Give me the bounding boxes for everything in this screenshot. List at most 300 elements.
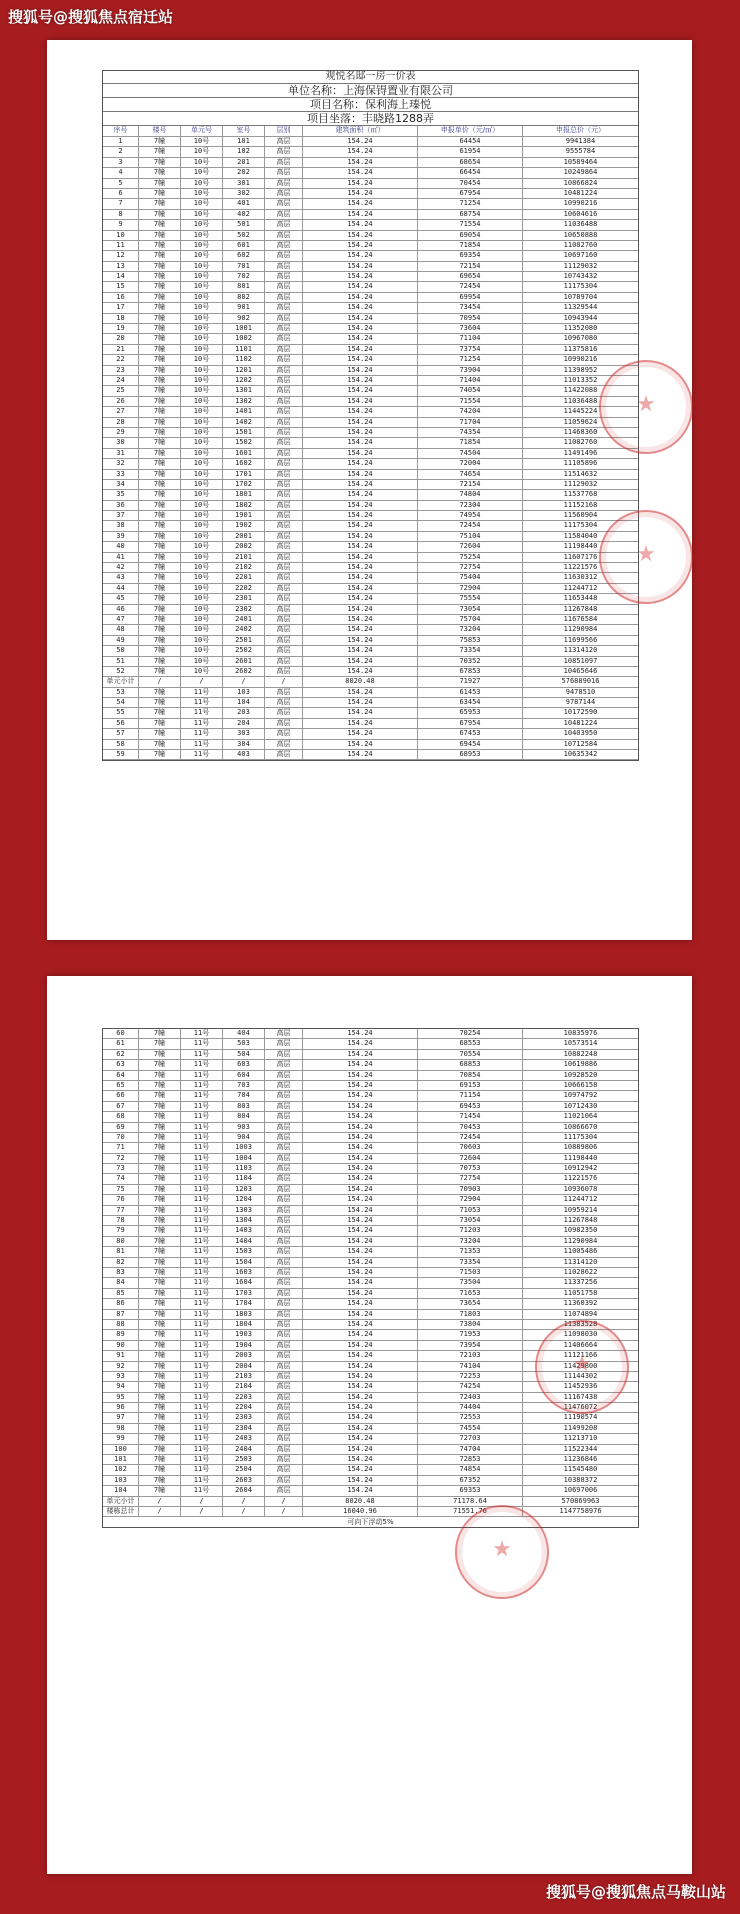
table-cell: 27 — [103, 407, 139, 416]
table-cell: 2102 — [223, 563, 265, 572]
table-cell: 高层 — [265, 1174, 303, 1183]
table-cell: 11244712 — [563, 583, 598, 592]
table-cell: 404 — [223, 1029, 265, 1038]
table-cell: 71953 — [418, 1330, 523, 1339]
table-row — [103, 189, 638, 199]
table-cell: 10号 — [181, 241, 223, 250]
table-cell: 高层 — [265, 1382, 303, 1391]
table-cell: 154.24 — [303, 220, 418, 229]
table-row — [103, 636, 638, 646]
table-cell: 603 — [223, 1060, 265, 1069]
table-row — [103, 501, 638, 511]
table-cell: 7幢 — [139, 625, 181, 634]
table-cell: 2002 — [223, 542, 265, 551]
table-cell: 11号 — [181, 1310, 223, 1319]
table-cell: 154.24 — [303, 1476, 418, 1485]
table-cell: 33 — [103, 470, 139, 479]
table-cell: 154.24 — [303, 594, 418, 603]
table-row — [103, 303, 638, 313]
table-cell: 10号 — [181, 386, 223, 395]
table-cell: 2502 — [223, 646, 265, 655]
table-cell: 75 — [103, 1185, 139, 1194]
table-cell: 2202 — [223, 584, 265, 593]
table-cell: 71053 — [418, 1206, 523, 1215]
table-cell: 154.24 — [303, 1154, 418, 1163]
table-cell: 10号 — [181, 376, 223, 385]
table-cell: 10号 — [181, 324, 223, 333]
table-cell: 52 — [103, 667, 139, 676]
table-cell: 11号 — [181, 1434, 223, 1443]
table-row — [103, 459, 638, 469]
table-cell: 10835976 — [563, 1029, 598, 1037]
table-row — [103, 1154, 638, 1164]
table-cell: 154.24 — [303, 636, 418, 645]
table-cell: 73454 — [418, 303, 523, 312]
table-cell: 65 — [103, 1081, 139, 1090]
table-row — [103, 1091, 638, 1101]
table-cell: 2001 — [223, 532, 265, 541]
table-row — [103, 1226, 638, 1236]
table-cell: 高层 — [265, 719, 303, 728]
table-cell: 11号 — [181, 1486, 223, 1495]
table-cell: 11198440 — [563, 542, 598, 551]
table-cell: 7幢 — [139, 1413, 181, 1422]
table-cell: 154.24 — [303, 438, 418, 447]
table-cell: 74504 — [418, 449, 523, 458]
table-cell: 高层 — [265, 667, 303, 676]
table-cell: 10号 — [181, 303, 223, 312]
table-cell: 72853 — [418, 1455, 523, 1464]
table-cell: 570869963 — [561, 1496, 600, 1505]
table-cell: 10号 — [181, 334, 223, 343]
table-cell: 94 — [103, 1382, 139, 1391]
table-cell: 74554 — [418, 1424, 523, 1433]
table-cell: 高层 — [265, 293, 303, 302]
table-cell: 高层 — [265, 303, 303, 312]
table-cell: 10388372 — [563, 1475, 598, 1484]
table-cell: / — [265, 1497, 303, 1506]
table-cell: 10936078 — [563, 1184, 598, 1193]
table-cell: 803 — [223, 1102, 265, 1111]
table-cell: 74254 — [418, 1382, 523, 1391]
table-cell: 11676584 — [563, 614, 598, 623]
table-cell: 6 — [103, 189, 139, 198]
table-cell: 7幢 — [139, 272, 181, 281]
table-cell: 10172590 — [563, 708, 598, 717]
table-cell: 71503 — [418, 1268, 523, 1277]
table-cell: 87 — [103, 1310, 139, 1319]
table-cell: 10号 — [181, 511, 223, 520]
table-cell: 1403 — [223, 1226, 265, 1235]
table-cell: 71203 — [418, 1226, 523, 1235]
table-cell: 73354 — [418, 646, 523, 655]
table-row — [103, 1465, 638, 1475]
table-cell: 72454 — [418, 521, 523, 530]
table-row — [103, 386, 638, 396]
table-cell: 7幢 — [139, 376, 181, 385]
table-cell: 7幢 — [139, 1424, 181, 1433]
table-cell: 11267848 — [563, 1216, 598, 1225]
table-cell: 96 — [103, 1403, 139, 1412]
table-cell: / — [139, 1507, 181, 1516]
table-cell: 154.24 — [303, 1382, 418, 1391]
table-cell: 73604 — [418, 324, 523, 333]
table-cell: 154.24 — [303, 605, 418, 614]
table-cell: 单元小计 — [103, 677, 139, 686]
table-cell: 154.24 — [303, 729, 418, 738]
table-cell: 2402 — [223, 625, 265, 634]
table-cell: 1303 — [223, 1206, 265, 1215]
table-row — [103, 1164, 638, 1174]
table-cell: 91 — [103, 1351, 139, 1360]
table-cell: 高层 — [265, 698, 303, 707]
table-cell: 154.24 — [303, 1486, 418, 1495]
table-cell: 88 — [103, 1320, 139, 1329]
table-cell: 154.24 — [303, 262, 418, 271]
table-cell: 10号 — [181, 470, 223, 479]
table-cell: 69453 — [418, 1102, 523, 1111]
table-cell: 高层 — [265, 1351, 303, 1360]
table-cell: 154.24 — [303, 1445, 418, 1454]
table-cell: 90 — [103, 1341, 139, 1350]
table-cell: 154.24 — [303, 428, 418, 437]
table-cell: 7幢 — [139, 1289, 181, 1298]
table-cell: 10号 — [181, 521, 223, 530]
table-cell: 7幢 — [139, 1465, 181, 1474]
table-cell: 70954 — [418, 314, 523, 323]
table-cell: 7幢 — [139, 1164, 181, 1173]
table-cell: 10967080 — [563, 334, 598, 343]
table-cell: 1701 — [223, 470, 265, 479]
table-cell: 7幢 — [139, 740, 181, 749]
table-cell: 24 — [103, 376, 139, 385]
table-cell: 10号 — [181, 366, 223, 375]
table-cell: 2604 — [223, 1486, 265, 1495]
table-cell: 7幢 — [139, 1310, 181, 1319]
table-row — [103, 1185, 638, 1195]
table-row — [103, 480, 638, 490]
table-cell: 154.24 — [303, 1112, 418, 1121]
table-cell: 154.24 — [303, 1195, 418, 1204]
table-cell: 154.24 — [303, 251, 418, 260]
table-cell: 71353 — [418, 1247, 523, 1256]
table-row — [103, 490, 638, 500]
table-cell: 10号 — [181, 449, 223, 458]
table-cell: 69153 — [418, 1081, 523, 1090]
table-cell: 501 — [223, 220, 265, 229]
price-table-sheet-1 — [102, 70, 639, 761]
table-cell: 1803 — [223, 1310, 265, 1319]
table-cell: 7幢 — [139, 158, 181, 167]
table-cell: 1301 — [223, 386, 265, 395]
table-cell: 154.24 — [303, 1434, 418, 1443]
table-cell: 154.24 — [303, 1081, 418, 1090]
table-cell: 7幢 — [139, 449, 181, 458]
table-cell: 7幢 — [139, 1445, 181, 1454]
table-row — [103, 1382, 638, 1392]
table-cell: 7幢 — [139, 314, 181, 323]
table-cell: 7幢 — [139, 1330, 181, 1339]
table-cell: 58 — [103, 740, 139, 749]
table-cell: 7幢 — [139, 615, 181, 624]
table-cell: 10号 — [181, 355, 223, 364]
table-cell: 69 — [103, 1123, 139, 1132]
table-row — [103, 1299, 638, 1309]
table-cell: 5 — [103, 179, 139, 188]
table-cell: 7幢 — [139, 1185, 181, 1194]
table-row — [103, 605, 638, 615]
table-cell: 11607176 — [563, 552, 598, 561]
table-cell: 14 — [103, 272, 139, 281]
table-cell: 10481224 — [563, 718, 598, 727]
table-cell: 11375816 — [563, 344, 598, 353]
table-cell: 10号 — [181, 542, 223, 551]
table-row — [103, 1434, 638, 1444]
table-cell: 高层 — [265, 573, 303, 582]
table-cell: 304 — [223, 740, 265, 749]
table-cell: 204 — [223, 719, 265, 728]
table-cell: 64 — [103, 1071, 139, 1080]
table-cell: 154.24 — [303, 542, 418, 551]
table-cell: 72103 — [418, 1351, 523, 1360]
table-cell: 高层 — [265, 137, 303, 146]
table-cell: 703 — [223, 1081, 265, 1090]
table-row — [103, 324, 638, 334]
table-cell: 15 — [103, 282, 139, 291]
table-cell: 2303 — [223, 1413, 265, 1422]
table-cell: 11630312 — [563, 573, 598, 582]
table-cell: 1902 — [223, 521, 265, 530]
table-cell: 154.24 — [303, 1102, 418, 1111]
col-header: 建筑面积（㎡） — [303, 126, 418, 136]
table-cell: 47 — [103, 615, 139, 624]
table-cell: 11号 — [181, 1476, 223, 1485]
table-cell: 11013352 — [563, 375, 598, 384]
table-cell: 7幢 — [139, 231, 181, 240]
table-cell: 2103 — [223, 1372, 265, 1381]
table-cell: 66454 — [418, 168, 523, 177]
table-cell: 11号 — [181, 1029, 223, 1038]
table-row — [103, 1351, 638, 1361]
table-cell: 154.24 — [303, 501, 418, 510]
table-cell: 71254 — [418, 199, 523, 208]
table-cell: 11号 — [181, 740, 223, 749]
table-cell: 901 — [223, 303, 265, 312]
table-row — [103, 584, 638, 594]
table-cell: 7幢 — [139, 1226, 181, 1235]
table-row — [103, 428, 638, 438]
table-cell: 高层 — [265, 397, 303, 406]
table-cell: 7 — [103, 199, 139, 208]
table-cell: 7幢 — [139, 1434, 181, 1443]
table-cell: 11号 — [181, 1362, 223, 1371]
table-cell: 高层 — [265, 708, 303, 717]
table-cell: 103 — [223, 688, 265, 697]
table-cell: 1 — [103, 137, 139, 146]
table-cell: 7幢 — [139, 698, 181, 707]
table-cell: 10481224 — [563, 188, 598, 197]
table-cell: 7幢 — [139, 147, 181, 156]
table-cell: 10号 — [181, 137, 223, 146]
table-cell: 154.24 — [303, 708, 418, 717]
table-cell: 11175304 — [563, 521, 598, 530]
table-cell: 154.24 — [303, 1039, 418, 1048]
table-cell: 7幢 — [139, 1206, 181, 1215]
table-cell: 7幢 — [139, 1154, 181, 1163]
table-cell: 89 — [103, 1330, 139, 1339]
table-cell: 72904 — [418, 584, 523, 593]
table-cell: 7幢 — [139, 594, 181, 603]
table-cell: 61453 — [418, 688, 523, 697]
table-row — [103, 542, 638, 552]
table-cell: 403 — [223, 750, 265, 759]
table-cell: 10号 — [181, 147, 223, 156]
table-cell: 7幢 — [139, 750, 181, 759]
table-cell: 72703 — [418, 1434, 523, 1443]
table-cell: 1703 — [223, 1289, 265, 1298]
table-row — [103, 1174, 638, 1184]
table-cell: 1504 — [223, 1258, 265, 1267]
table-cell: 高层 — [265, 1299, 303, 1308]
table-cell: 高层 — [265, 272, 303, 281]
table-cell: 10882248 — [563, 1049, 598, 1058]
col-header: 序号 — [103, 126, 139, 136]
table-cell: 10589464 — [563, 157, 598, 166]
table-cell: 11198440 — [563, 1153, 598, 1162]
table-cell: 高层 — [265, 210, 303, 219]
table-cell: 10249864 — [563, 168, 598, 177]
table-cell: 154.24 — [303, 1071, 418, 1080]
table-cell: 66 — [103, 1091, 139, 1100]
table-cell: 9787144 — [565, 698, 596, 707]
table-cell: 71927 — [418, 677, 523, 686]
table-cell: 11098030 — [563, 1330, 598, 1339]
table-cell: 10号 — [181, 397, 223, 406]
table-row — [103, 1143, 638, 1153]
table-cell: 12 — [103, 251, 139, 260]
table-cell: 高层 — [265, 189, 303, 198]
table-cell: 154.24 — [303, 688, 418, 697]
table-cell: / — [223, 677, 265, 686]
table-row — [103, 708, 638, 718]
table-cell: / — [265, 677, 303, 686]
table-cell: 101 — [103, 1455, 139, 1464]
table-cell: 154.24 — [303, 532, 418, 541]
table-cell: / — [265, 1507, 303, 1516]
table-cell: 92 — [103, 1362, 139, 1371]
table-cell: 51 — [103, 657, 139, 666]
table-cell: 154.24 — [303, 407, 418, 416]
table-cell: 72904 — [418, 1195, 523, 1204]
table-row — [103, 750, 638, 760]
table-cell: 62 — [103, 1050, 139, 1059]
table-cell: 7幢 — [139, 573, 181, 582]
table-cell: 68754 — [418, 210, 523, 219]
table-row — [103, 625, 638, 635]
table-cell: 10697160 — [563, 251, 598, 260]
table-cell: 高层 — [265, 1247, 303, 1256]
table-cell: 高层 — [265, 262, 303, 271]
table-cell: 11082760 — [563, 438, 598, 447]
table-cell: 36 — [103, 501, 139, 510]
table-cell: 74854 — [418, 1465, 523, 1474]
table-cell: 11560904 — [563, 511, 598, 520]
table-cell: 154.24 — [303, 521, 418, 530]
table-cell: 11476072 — [563, 1403, 598, 1412]
table-cell: 35 — [103, 490, 139, 499]
table-cell: 154.24 — [303, 470, 418, 479]
table-cell: 154.24 — [303, 1341, 418, 1350]
table-cell: 154.24 — [303, 1351, 418, 1360]
table-cell: 高层 — [265, 750, 303, 759]
table-cell: 67853 — [418, 667, 523, 676]
table-cell: 402 — [223, 210, 265, 219]
table-cell: 7幢 — [139, 345, 181, 354]
table-cell: 9478510 — [565, 687, 596, 696]
table-cell: 11152168 — [563, 500, 598, 509]
table-cell: 10号 — [181, 314, 223, 323]
table-cell: 10号 — [181, 667, 223, 676]
table-cell: 高层 — [265, 1123, 303, 1132]
table-row — [103, 1341, 638, 1351]
table-cell: 11028622 — [563, 1267, 598, 1276]
table-cell: 504 — [223, 1050, 265, 1059]
table-cell: 10712430 — [563, 1101, 598, 1110]
table-cell: 1904 — [223, 1341, 265, 1350]
table-cell: 1401 — [223, 407, 265, 416]
table-cell: 154.24 — [303, 1310, 418, 1319]
table-cell: 7幢 — [139, 355, 181, 364]
table-cell: 7幢 — [139, 646, 181, 655]
table-cell: 11号 — [181, 1330, 223, 1339]
table-row — [103, 220, 638, 230]
table-cell: 7幢 — [139, 1258, 181, 1267]
table-cell: 10号 — [181, 282, 223, 291]
table-cell: 10990216 — [563, 199, 598, 208]
document-page-2 — [47, 976, 692, 1874]
table-cell: 11121166 — [563, 1351, 598, 1360]
table-cell: 50 — [103, 646, 139, 655]
table-cell: 39 — [103, 532, 139, 541]
table-cell: 20 — [103, 334, 139, 343]
table-cell: 2301 — [223, 594, 265, 603]
col-header: 申报单价（元/㎡） — [418, 126, 523, 136]
table-cell: 9555784 — [565, 147, 596, 156]
table-cell: 11 — [103, 241, 139, 250]
table-cell: 11号 — [181, 1278, 223, 1287]
table-cell: 10789704 — [563, 292, 598, 301]
table-cell: 801 — [223, 282, 265, 291]
table-cell: 高层 — [265, 1310, 303, 1319]
table-cell: 154.24 — [303, 418, 418, 427]
table-cell: 高层 — [265, 282, 303, 291]
table-cell: 10403950 — [563, 729, 598, 738]
table-cell: 高层 — [265, 1206, 303, 1215]
table-cell: 45 — [103, 594, 139, 603]
table-cell: 11号 — [181, 1102, 223, 1111]
table-cell: 高层 — [265, 147, 303, 156]
table-cell: 29 — [103, 428, 139, 437]
table-cell: 7幢 — [139, 1320, 181, 1329]
table-cell: 73054 — [418, 1216, 523, 1225]
table-cell: 10号 — [181, 646, 223, 655]
table-cell: 154.24 — [303, 657, 418, 666]
table-cell: 11号 — [181, 1258, 223, 1267]
table-cell: 65953 — [418, 708, 523, 717]
table-row — [103, 1476, 638, 1486]
table-cell: 53 — [103, 688, 139, 697]
table-cell: 70903 — [418, 1185, 523, 1194]
